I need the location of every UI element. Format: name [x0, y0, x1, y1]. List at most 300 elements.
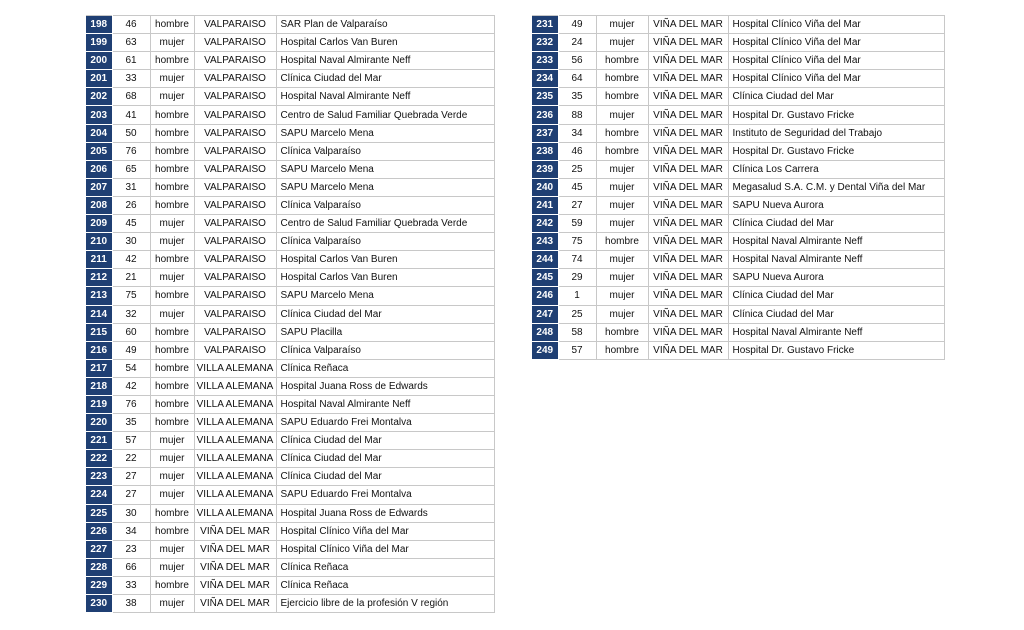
- age-cell: 66: [112, 558, 150, 576]
- facility-cell: Hospital Juana Ross de Edwards: [276, 377, 494, 395]
- case-number-cell: 226: [86, 522, 112, 540]
- facility-cell: Hospital Naval Almirante Neff: [728, 233, 944, 251]
- sex-cell: mujer: [150, 305, 194, 323]
- table-row: [86, 558, 494, 576]
- commune-cell: VIÑA DEL MAR: [194, 558, 276, 576]
- commune-cell: VALPARAISO: [194, 323, 276, 341]
- cases-table-right-body: [532, 16, 944, 360]
- sex-cell: hombre: [150, 124, 194, 142]
- commune-cell: VIÑA DEL MAR: [648, 233, 728, 251]
- case-number-cell: 218: [86, 377, 112, 395]
- facility-cell: Hospital Naval Almirante Neff: [728, 251, 944, 269]
- commune-cell: VILLA ALEMANA: [194, 395, 276, 413]
- facility-cell: Ejercicio libre de la profesión V región: [276, 595, 494, 613]
- case-number-cell: 204: [86, 124, 112, 142]
- table-row: [86, 124, 494, 142]
- table-row: [86, 88, 494, 106]
- case-number-cell: 216: [86, 341, 112, 359]
- case-number-cell: 231: [532, 16, 558, 34]
- commune-cell: VALPARAISO: [194, 70, 276, 88]
- commune-cell: VALPARAISO: [194, 287, 276, 305]
- table-row: [86, 70, 494, 88]
- age-cell: 61: [112, 52, 150, 70]
- table-row: [86, 377, 494, 395]
- table-row: [86, 34, 494, 52]
- sex-cell: mujer: [596, 251, 648, 269]
- age-cell: 76: [112, 142, 150, 160]
- sex-cell: mujer: [150, 34, 194, 52]
- age-cell: 58: [558, 323, 596, 341]
- commune-cell: VALPARAISO: [194, 305, 276, 323]
- age-cell: 33: [112, 70, 150, 88]
- commune-cell: VILLA ALEMANA: [194, 450, 276, 468]
- commune-cell: VILLA ALEMANA: [194, 486, 276, 504]
- commune-cell: VALPARAISO: [194, 269, 276, 287]
- sex-cell: hombre: [150, 522, 194, 540]
- sex-cell: hombre: [150, 377, 194, 395]
- case-number-cell: 212: [86, 269, 112, 287]
- sex-cell: hombre: [596, 341, 648, 359]
- case-number-cell: 214: [86, 305, 112, 323]
- table-row: [532, 305, 944, 323]
- case-number-cell: 222: [86, 450, 112, 468]
- table-row: [86, 359, 494, 377]
- table-row: [86, 576, 494, 594]
- sex-cell: hombre: [150, 251, 194, 269]
- facility-cell: SAPU Marcelo Mena: [276, 160, 494, 178]
- facility-cell: Hospital Clínico Viña del Mar: [728, 16, 944, 34]
- case-number-cell: 232: [532, 34, 558, 52]
- commune-cell: VIÑA DEL MAR: [648, 341, 728, 359]
- case-number-cell: 206: [86, 160, 112, 178]
- age-cell: 75: [112, 287, 150, 305]
- commune-cell: VIÑA DEL MAR: [648, 34, 728, 52]
- facility-cell: Clínica Ciudad del Mar: [276, 305, 494, 323]
- table-row: [86, 215, 494, 233]
- commune-cell: VILLA ALEMANA: [194, 377, 276, 395]
- facility-cell: Clínica Los Carrera: [728, 160, 944, 178]
- age-cell: 31: [112, 178, 150, 196]
- case-number-cell: 238: [532, 142, 558, 160]
- facility-cell: Hospital Clínico Viña del Mar: [728, 52, 944, 70]
- sex-cell: hombre: [596, 52, 648, 70]
- table-row: [532, 269, 944, 287]
- table-row: [532, 142, 944, 160]
- age-cell: 30: [112, 233, 150, 251]
- commune-cell: VIÑA DEL MAR: [648, 178, 728, 196]
- sex-cell: mujer: [150, 269, 194, 287]
- commune-cell: VILLA ALEMANA: [194, 504, 276, 522]
- facility-cell: SAPU Nueva Aurora: [728, 196, 944, 214]
- table-row: [86, 540, 494, 558]
- age-cell: 21: [112, 269, 150, 287]
- age-cell: 30: [112, 504, 150, 522]
- case-number-cell: 217: [86, 359, 112, 377]
- sex-cell: mujer: [596, 160, 648, 178]
- facility-cell: Megasalud S.A. C.M. y Dental Viña del Mar: [728, 178, 944, 196]
- case-number-cell: 203: [86, 106, 112, 124]
- facility-cell: Clínica Valparaíso: [276, 142, 494, 160]
- commune-cell: VILLA ALEMANA: [194, 432, 276, 450]
- commune-cell: VALPARAISO: [194, 215, 276, 233]
- sex-cell: hombre: [150, 196, 194, 214]
- facility-cell: SAR Plan de Valparaíso: [276, 16, 494, 34]
- sex-cell: hombre: [596, 124, 648, 142]
- facility-cell: SAPU Eduardo Frei Montalva: [276, 414, 494, 432]
- age-cell: 34: [112, 522, 150, 540]
- sex-cell: mujer: [150, 88, 194, 106]
- case-number-cell: 211: [86, 251, 112, 269]
- commune-cell: VALPARAISO: [194, 16, 276, 34]
- case-number-cell: 205: [86, 142, 112, 160]
- facility-cell: Clínica Ciudad del Mar: [728, 305, 944, 323]
- facility-cell: Centro de Salud Familiar Quebrada Verde: [276, 106, 494, 124]
- sex-cell: mujer: [596, 16, 648, 34]
- commune-cell: VIÑA DEL MAR: [648, 287, 728, 305]
- facility-cell: Hospital Clínico Viña del Mar: [276, 522, 494, 540]
- commune-cell: VALPARAISO: [194, 233, 276, 251]
- case-number-cell: 202: [86, 88, 112, 106]
- commune-cell: VALPARAISO: [194, 341, 276, 359]
- table-row: [532, 251, 944, 269]
- sex-cell: hombre: [150, 287, 194, 305]
- commune-cell: VIÑA DEL MAR: [648, 124, 728, 142]
- age-cell: 57: [112, 432, 150, 450]
- sex-cell: hombre: [150, 178, 194, 196]
- commune-cell: VIÑA DEL MAR: [194, 522, 276, 540]
- table-row: [532, 196, 944, 214]
- case-number-cell: 242: [532, 215, 558, 233]
- case-number-cell: 240: [532, 178, 558, 196]
- table-row: [86, 504, 494, 522]
- table-row: [532, 34, 944, 52]
- age-cell: 45: [112, 215, 150, 233]
- age-cell: 27: [112, 468, 150, 486]
- sex-cell: mujer: [596, 196, 648, 214]
- facility-cell: Hospital Naval Almirante Neff: [276, 52, 494, 70]
- facility-cell: Hospital Naval Almirante Neff: [276, 395, 494, 413]
- facility-cell: Hospital Juana Ross de Edwards: [276, 504, 494, 522]
- sex-cell: hombre: [150, 323, 194, 341]
- commune-cell: VIÑA DEL MAR: [648, 52, 728, 70]
- age-cell: 57: [558, 341, 596, 359]
- table-row: [86, 395, 494, 413]
- facility-cell: Hospital Naval Almirante Neff: [276, 88, 494, 106]
- case-number-cell: 221: [86, 432, 112, 450]
- table-row: [532, 323, 944, 341]
- facility-cell: Clínica Reñaca: [276, 558, 494, 576]
- commune-cell: VIÑA DEL MAR: [648, 160, 728, 178]
- table-row: [86, 106, 494, 124]
- sex-cell: hombre: [150, 504, 194, 522]
- table-row: [86, 341, 494, 359]
- table-row: [86, 160, 494, 178]
- case-number-cell: 229: [86, 576, 112, 594]
- sex-cell: mujer: [596, 269, 648, 287]
- commune-cell: VIÑA DEL MAR: [648, 323, 728, 341]
- sex-cell: hombre: [596, 142, 648, 160]
- sex-cell: hombre: [150, 142, 194, 160]
- sex-cell: hombre: [150, 160, 194, 178]
- facility-cell: SAPU Marcelo Mena: [276, 178, 494, 196]
- sex-cell: mujer: [150, 486, 194, 504]
- facility-cell: Clínica Ciudad del Mar: [276, 432, 494, 450]
- table-row: [532, 287, 944, 305]
- case-number-cell: 224: [86, 486, 112, 504]
- age-cell: 27: [558, 196, 596, 214]
- facility-cell: Clínica Valparaíso: [276, 341, 494, 359]
- age-cell: 54: [112, 359, 150, 377]
- case-number-cell: 233: [532, 52, 558, 70]
- age-cell: 49: [558, 16, 596, 34]
- case-number-cell: 236: [532, 106, 558, 124]
- age-cell: 24: [558, 34, 596, 52]
- age-cell: 42: [112, 251, 150, 269]
- table-row: [532, 233, 944, 251]
- table-row: [532, 124, 944, 142]
- cases-table-left-body: [86, 16, 494, 613]
- table-row: [86, 142, 494, 160]
- table-row: [86, 233, 494, 251]
- sex-cell: mujer: [596, 305, 648, 323]
- commune-cell: VIÑA DEL MAR: [648, 70, 728, 88]
- commune-cell: VALPARAISO: [194, 251, 276, 269]
- table-row: [532, 178, 944, 196]
- table-row: [532, 106, 944, 124]
- cases-table-left: [86, 15, 495, 613]
- table-row: [86, 269, 494, 287]
- sex-cell: mujer: [596, 34, 648, 52]
- facility-cell: Hospital Dr. Gustavo Fricke: [728, 142, 944, 160]
- case-number-cell: 207: [86, 178, 112, 196]
- facility-cell: Clínica Ciudad del Mar: [728, 287, 944, 305]
- case-number-cell: 246: [532, 287, 558, 305]
- case-number-cell: 198: [86, 16, 112, 34]
- facility-cell: Hospital Dr. Gustavo Fricke: [728, 106, 944, 124]
- sex-cell: mujer: [150, 540, 194, 558]
- case-number-cell: 213: [86, 287, 112, 305]
- sex-cell: mujer: [150, 595, 194, 613]
- commune-cell: VILLA ALEMANA: [194, 414, 276, 432]
- age-cell: 75: [558, 233, 596, 251]
- sex-cell: hombre: [596, 323, 648, 341]
- age-cell: 32: [112, 305, 150, 323]
- commune-cell: VILLA ALEMANA: [194, 359, 276, 377]
- age-cell: 60: [112, 323, 150, 341]
- sex-cell: mujer: [150, 233, 194, 251]
- sex-cell: hombre: [150, 106, 194, 124]
- age-cell: 74: [558, 251, 596, 269]
- age-cell: 26: [112, 196, 150, 214]
- sex-cell: hombre: [596, 233, 648, 251]
- cases-table-right: [532, 15, 945, 360]
- facility-cell: Clínica Ciudad del Mar: [276, 450, 494, 468]
- facility-cell: SAPU Nueva Aurora: [728, 269, 944, 287]
- commune-cell: VALPARAISO: [194, 124, 276, 142]
- case-number-cell: 210: [86, 233, 112, 251]
- age-cell: 46: [558, 142, 596, 160]
- table-row: [86, 468, 494, 486]
- case-number-cell: 201: [86, 70, 112, 88]
- table-row: [532, 160, 944, 178]
- case-number-cell: 215: [86, 323, 112, 341]
- sex-cell: mujer: [596, 178, 648, 196]
- table-row: [86, 305, 494, 323]
- facility-cell: Centro de Salud Familiar Quebrada Verde: [276, 215, 494, 233]
- case-number-cell: 234: [532, 70, 558, 88]
- table-row: [532, 52, 944, 70]
- age-cell: 45: [558, 178, 596, 196]
- age-cell: 25: [558, 160, 596, 178]
- sex-cell: mujer: [150, 450, 194, 468]
- facility-cell: Clínica Ciudad del Mar: [728, 88, 944, 106]
- age-cell: 1: [558, 287, 596, 305]
- age-cell: 65: [112, 160, 150, 178]
- sex-cell: mujer: [150, 468, 194, 486]
- age-cell: 46: [112, 16, 150, 34]
- commune-cell: VIÑA DEL MAR: [648, 16, 728, 34]
- facility-cell: Clínica Ciudad del Mar: [276, 70, 494, 88]
- case-number-cell: 237: [532, 124, 558, 142]
- table-row: [86, 178, 494, 196]
- age-cell: 63: [112, 34, 150, 52]
- facility-cell: Hospital Carlos Van Buren: [276, 251, 494, 269]
- table-row: [86, 522, 494, 540]
- sex-cell: mujer: [150, 215, 194, 233]
- case-number-cell: 219: [86, 395, 112, 413]
- table-row: [532, 70, 944, 88]
- commune-cell: VALPARAISO: [194, 52, 276, 70]
- commune-cell: VALPARAISO: [194, 106, 276, 124]
- commune-cell: VIÑA DEL MAR: [194, 540, 276, 558]
- sex-cell: hombre: [150, 16, 194, 34]
- age-cell: 35: [112, 414, 150, 432]
- age-cell: 50: [112, 124, 150, 142]
- table-row: [86, 595, 494, 613]
- commune-cell: VALPARAISO: [194, 196, 276, 214]
- sex-cell: hombre: [596, 70, 648, 88]
- sex-cell: hombre: [150, 395, 194, 413]
- sex-cell: hombre: [150, 52, 194, 70]
- commune-cell: VIÑA DEL MAR: [194, 576, 276, 594]
- case-number-cell: 230: [86, 595, 112, 613]
- table-row: [532, 215, 944, 233]
- sex-cell: mujer: [596, 215, 648, 233]
- commune-cell: VIÑA DEL MAR: [648, 305, 728, 323]
- case-number-cell: 225: [86, 504, 112, 522]
- case-number-cell: 227: [86, 540, 112, 558]
- age-cell: 49: [112, 341, 150, 359]
- case-number-cell: 209: [86, 215, 112, 233]
- facility-cell: Hospital Carlos Van Buren: [276, 34, 494, 52]
- sex-cell: hombre: [150, 341, 194, 359]
- table-row: [86, 450, 494, 468]
- table-row: [532, 16, 944, 34]
- commune-cell: VIÑA DEL MAR: [648, 142, 728, 160]
- commune-cell: VALPARAISO: [194, 160, 276, 178]
- sex-cell: hombre: [596, 88, 648, 106]
- facility-cell: Hospital Clínico Viña del Mar: [728, 34, 944, 52]
- age-cell: 56: [558, 52, 596, 70]
- facility-cell: SAPU Marcelo Mena: [276, 124, 494, 142]
- case-number-cell: 245: [532, 269, 558, 287]
- case-number-cell: 247: [532, 305, 558, 323]
- commune-cell: VIÑA DEL MAR: [648, 269, 728, 287]
- sex-cell: mujer: [150, 70, 194, 88]
- age-cell: 42: [112, 377, 150, 395]
- age-cell: 27: [112, 486, 150, 504]
- case-number-cell: 243: [532, 233, 558, 251]
- table-row: [532, 341, 944, 359]
- age-cell: 35: [558, 88, 596, 106]
- case-number-cell: 220: [86, 414, 112, 432]
- table-row: [86, 196, 494, 214]
- facility-cell: Clínica Valparaíso: [276, 233, 494, 251]
- age-cell: 41: [112, 106, 150, 124]
- commune-cell: VIÑA DEL MAR: [648, 196, 728, 214]
- sex-cell: hombre: [150, 359, 194, 377]
- case-number-cell: 208: [86, 196, 112, 214]
- sex-cell: mujer: [150, 432, 194, 450]
- facility-cell: Hospital Naval Almirante Neff: [728, 323, 944, 341]
- facility-cell: Clínica Ciudad del Mar: [276, 468, 494, 486]
- table-row: [532, 88, 944, 106]
- table-row: [86, 251, 494, 269]
- facility-cell: SAPU Eduardo Frei Montalva: [276, 486, 494, 504]
- table-row: [86, 287, 494, 305]
- sex-cell: mujer: [596, 287, 648, 305]
- commune-cell: VALPARAISO: [194, 142, 276, 160]
- table-row: [86, 52, 494, 70]
- commune-cell: VIÑA DEL MAR: [648, 251, 728, 269]
- age-cell: 22: [112, 450, 150, 468]
- age-cell: 68: [112, 88, 150, 106]
- facility-cell: Clínica Ciudad del Mar: [728, 215, 944, 233]
- table-row: [86, 486, 494, 504]
- commune-cell: VIÑA DEL MAR: [648, 215, 728, 233]
- table-row: [86, 16, 494, 34]
- table-row: [86, 414, 494, 432]
- case-number-cell: 228: [86, 558, 112, 576]
- facility-cell: Hospital Clínico Viña del Mar: [728, 70, 944, 88]
- age-cell: 25: [558, 305, 596, 323]
- age-cell: 76: [112, 395, 150, 413]
- sex-cell: hombre: [150, 414, 194, 432]
- commune-cell: VALPARAISO: [194, 178, 276, 196]
- age-cell: 88: [558, 106, 596, 124]
- case-number-cell: 223: [86, 468, 112, 486]
- case-number-cell: 249: [532, 341, 558, 359]
- age-cell: 59: [558, 215, 596, 233]
- case-number-cell: 239: [532, 160, 558, 178]
- case-number-cell: 200: [86, 52, 112, 70]
- facility-cell: Hospital Dr. Gustavo Fricke: [728, 341, 944, 359]
- case-number-cell: 241: [532, 196, 558, 214]
- case-number-cell: 248: [532, 323, 558, 341]
- age-cell: 38: [112, 595, 150, 613]
- facility-cell: Hospital Clínico Viña del Mar: [276, 540, 494, 558]
- facility-cell: Instituto de Seguridad del Trabajo: [728, 124, 944, 142]
- case-number-cell: 235: [532, 88, 558, 106]
- sex-cell: hombre: [150, 576, 194, 594]
- facility-cell: Hospital Carlos Van Buren: [276, 269, 494, 287]
- facility-cell: Clínica Reñaca: [276, 576, 494, 594]
- commune-cell: VIÑA DEL MAR: [194, 595, 276, 613]
- age-cell: 34: [558, 124, 596, 142]
- age-cell: 29: [558, 269, 596, 287]
- age-cell: 33: [112, 576, 150, 594]
- facility-cell: SAPU Marcelo Mena: [276, 287, 494, 305]
